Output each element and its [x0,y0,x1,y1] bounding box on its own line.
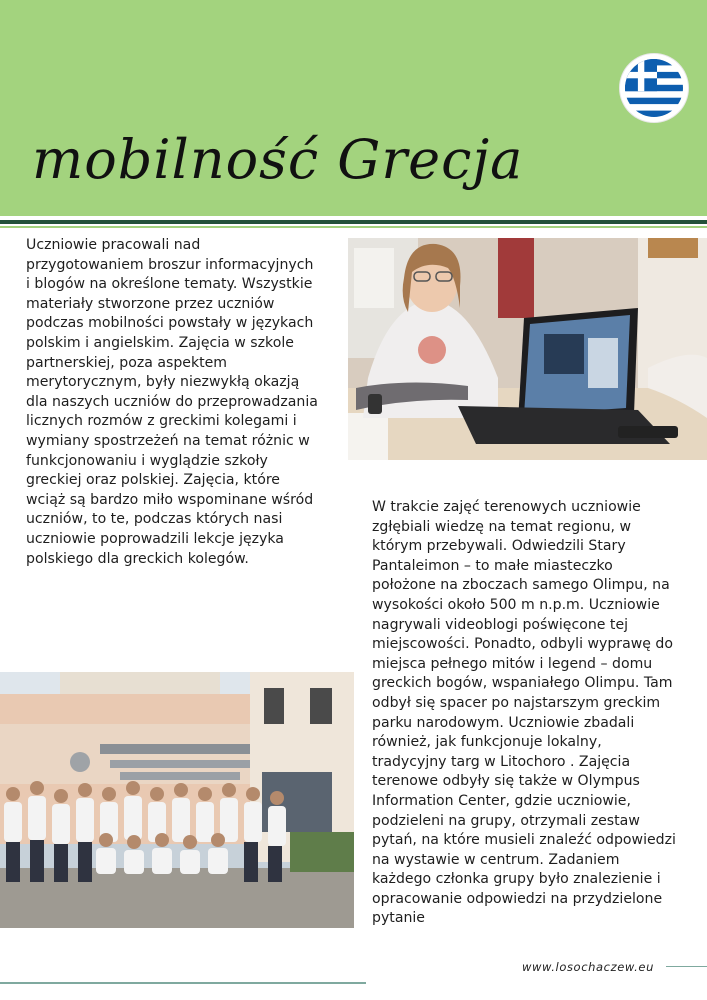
group-in-front-of-school-photo [0,672,354,928]
footer-divider [0,982,366,984]
page-title: mobilność Grecja [32,128,524,191]
header-divider [0,220,707,224]
paragraph-left: Uczniowie pracowali nad przygotowaniem broszur informacyjnych i blogów na określone tematy. Wszystkie materiały stworzone przez uczniów podczas mobilności powstały w językach polskim i angielskim. Zajęcia w szkole partnerskiej, poza aspektem merytorycznym, były niezwykłą okazją dla naszych uczniów do przeprowadzania licznych rozmów z greckimi kolegami i wymiany spostrzeżeń na temat różnic w funkcjonowaniu i wyglądzie szkoły greckiej oraz polskiej. Zajęcia, które wciąż są bardzo miło wspominane wśród uczniów, to te, podczas których nasi uczniowie poprowadzili lekcje języka polskiego dla greckich kolegów. [26,237,318,567]
website-link[interactable]: www.losochaczew.eu [522,960,654,974]
header-divider-accent [0,226,707,228]
student-at-laptop-photo [348,238,707,460]
paragraph-right: W trakcie zajęć terenowych uczniowie zgłębiali wiedzę na temat regionu, w którym przebywali. Odwiedzili Stary Pantaleimon – to małe miasteczko położone na zboczach samego Olimpu, na wysokości około 500 m n.p.m. Uczniowie nagrywali videoblogi poświęcone tej miejscowości. Ponadto, odbyli wyprawę do miejsca pełnego mitów i legend – domu greckich bogów, wspaniałego Olimpu. Tam odbył się spacer po najstarszym greckim parku narodowym. Uczniowie zbadali również, jak funkcjonuje lokalny, tradycyjny targ w Litochoro . Zajęcia terenowe odbyły się także w Olympus Information Center, gdzie uczniowie, podzieleni na grupy, otrzymali zestaw pytań, na które musieli znaleźć odpowiedzi na wystawie w centrum. Zadaniem każdego członka grupy było znalezienie i opracowanie odpowiedzi na przydzielone pytanie [372,499,676,927]
footer-divider-right [666,966,707,967]
greece-flag-icon [620,54,688,122]
